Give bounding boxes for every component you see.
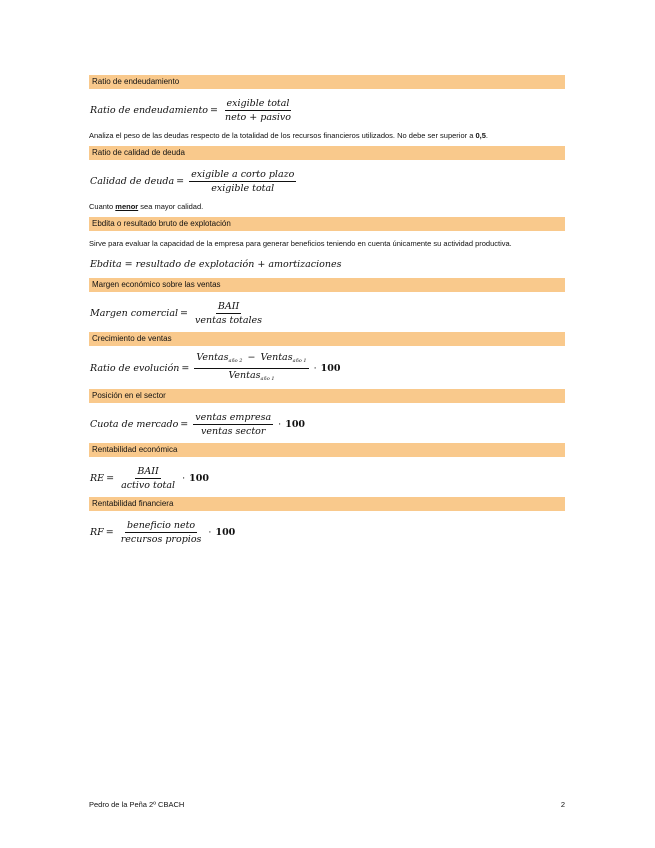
multiply-dot: · [278,418,282,430]
paragraph: Sirve para evaluar la capacidad de la empresa para generar beneficios teniendo en cuenta únicamente su actividad productiva. [89,239,512,248]
equals-sign: = [180,307,189,319]
ventas-term: Ventas [260,352,293,363]
text-part: Analiza el peso de las deudas respecto de la totalidad de los recursos financieros utilizados. No debe ser superior a [89,131,476,140]
section-heading: Posición en el sector [89,389,565,403]
factor: 100 [285,418,306,430]
section-heading: Ratio de endeudamiento [89,75,565,89]
section-ebdita [89,217,565,274]
footer-author: Pedro de la Peña 2º CBACH [89,800,185,809]
section-heading: Margen económico sobre las ventas [89,278,565,292]
numerator: ventas empresa [195,411,272,423]
denominator [226,369,276,385]
section-heading: Rentabilidad económica [89,443,565,457]
formula-inline: Ebdita = resultado de explotación + amortizaciones [90,258,342,270]
ventas-term: Ventas [228,370,261,381]
numerator: beneficio neto [126,519,196,531]
fraction [193,301,264,326]
factor: 100 [320,363,341,374]
denominator: activo total [121,479,176,491]
page-footer [89,800,565,809]
multiply-dot: · [208,526,212,538]
formula [89,352,565,385]
section-crecimiento-ventas [89,332,565,385]
text-part: Cuanto [89,202,116,211]
equals-sign: = [210,104,218,116]
section-rentabilidad-financiera [89,497,565,547]
multiply-dot: · [182,472,186,484]
numerator: exigible a corto plazo [191,168,295,180]
numerator [194,352,308,369]
fraction [193,412,273,437]
formula-lhs: RF [90,526,104,538]
section-heading: Rentabilidad financiera [89,497,565,511]
denominator: ventas sector [201,425,266,437]
equals-sign: = [105,526,114,538]
text-part: . [485,131,489,140]
denominator: ventas totales [195,314,263,326]
formula [89,517,565,547]
equals-sign: = [106,472,115,484]
section-rentabilidad-economica [89,443,565,493]
fraction [223,98,293,123]
fraction [119,466,177,491]
section-margen-economico [89,278,565,328]
subscript: año 1 [260,376,275,382]
formula [89,166,565,196]
formula [89,298,565,328]
numerator: BAII [217,300,240,312]
section-posicion-sector [89,389,565,439]
denominator: exigible total [211,182,275,194]
equals-sign: = [180,418,189,430]
numerator: exigible total [226,97,290,109]
fraction [194,352,308,385]
ventas-term: Ventas [196,352,229,363]
section-calidad-deuda [89,146,565,213]
formula-lhs: Calidad de deuda [90,175,175,187]
multiply-dot: · [313,363,317,374]
factor: 100 [215,526,236,538]
denominator: neto + pasivo [224,111,291,123]
minus-sign: − [247,352,256,363]
formula-lhs: Ratio de evolución [90,363,180,374]
denominator: recursos propios [120,533,202,545]
text-bold-underlined: menor [115,202,139,211]
text-bold: 0,5 [475,131,486,140]
formula [89,463,565,493]
fraction [119,520,204,545]
equals-sign: = [181,363,190,374]
section-heading: Crecimiento de ventas [89,332,565,346]
equals-sign: = [176,175,185,187]
formula [89,95,565,125]
formula-lhs: RE [90,472,105,484]
formula-lhs: Cuota de mercado [90,418,179,430]
text-part: sea mayor calidad. [138,202,204,211]
section-ratio-endeudamiento [89,75,565,142]
section-heading: Ratio de calidad de deuda [89,146,565,160]
numerator: BAII [137,465,159,477]
paragraph [89,129,565,142]
formula-lhs: Ratio de endeudamiento [90,104,208,116]
page-content [89,75,565,551]
factor: 100 [189,472,209,484]
section-heading: Ebdita o resultado bruto de explotación [89,217,565,231]
formula-lhs: Margen comercial [90,307,179,319]
fraction [189,169,296,194]
subscript: año 1 [292,358,307,364]
page-number: 2 [560,800,565,809]
formula [89,409,565,439]
paragraph [89,200,565,213]
formula [89,254,565,274]
subscript: año 2 [228,358,243,364]
